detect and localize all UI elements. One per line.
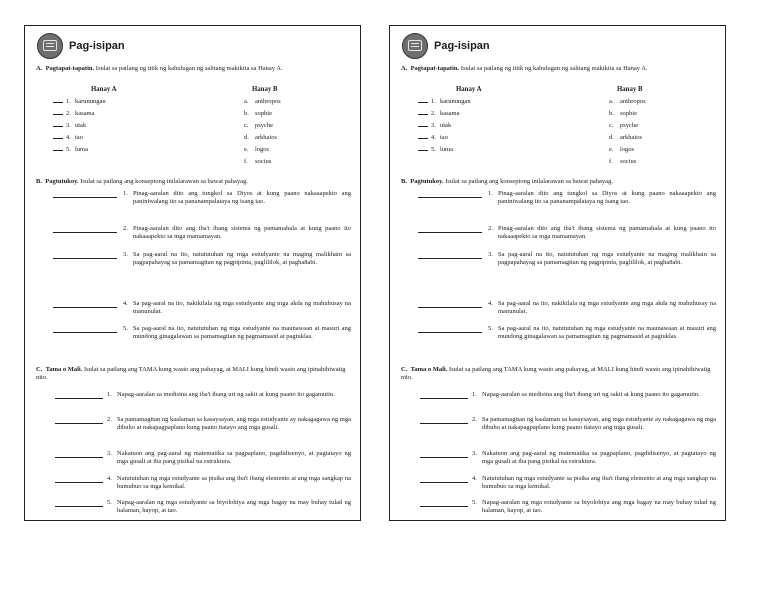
section-c-instruction — [401, 366, 719, 382]
section-b-text: Isulat sa patlang ang konseptong inilalarawan sa bawat pahayag. — [445, 178, 613, 185]
hanay-a-item: 2. kasama — [53, 110, 95, 118]
hanay-a-item: 3. utak — [418, 122, 451, 130]
section-c-label: C. — [401, 366, 408, 373]
question-number: 3. — [107, 450, 112, 457]
answer-line[interactable] — [420, 506, 468, 507]
hanay-a-item: 4. tao — [53, 134, 83, 142]
question-number: 5. — [488, 325, 493, 332]
question-number: 3. — [472, 450, 477, 457]
question-text: Natututuhan ng mga estudyante sa pisika ang iba't ibang elemento at ang mga sangkap na bumubuo sa mga kemikal. — [117, 475, 351, 490]
question-text: Natututuhan ng mga estudyante sa pisika ang iba't ibang elemento at ang mga sangkap na bumubuo sa mga kemikal. — [482, 475, 716, 490]
question-text: Pinag-aaralan dito ang tungkol sa Diyos at kung paano nakaaapekto ang paniniwalang ito sa pananampalataya ng isang tao. — [133, 190, 351, 205]
hanay-a-item: 5. luma — [418, 146, 453, 154]
section-a-instruction — [36, 65, 354, 73]
answer-line[interactable] — [420, 423, 468, 424]
answer-line[interactable] — [418, 307, 482, 308]
section-c-text: Isulat sa patlang ang TAMA kung wasto ang pahayag, at MALI kung hindi wasto ang ipinahihiwatig nito. — [36, 366, 346, 381]
hanay-b-item: f. socius — [244, 158, 272, 165]
question-text: Napag-aaralan ng mga estudyante sa biyolohiya ang mga bagay na may buhay tulad ng halaman, hayop, at tao. — [117, 499, 351, 514]
hanay-b-item: d. arkhaios — [609, 134, 643, 141]
question-number: 4. — [107, 475, 112, 482]
question-text: Sa pag-aaral na ito, natututuhan ng mga estudyante na maging malikhain sa pagpapahayag sa pamamagitan ng pagpipinta, paglililok, at pagha8abi. — [133, 251, 351, 266]
question-text: Napag-aaralan ng mga estudyante sa biyolohiya ang mga bagay na may buhay tulad ng halaman, hayop, at tao. — [482, 499, 716, 514]
hanay-b-item: d. arkhaios — [244, 134, 278, 141]
answer-line[interactable] — [53, 232, 117, 233]
answer-line[interactable] — [55, 506, 103, 507]
hanay-a-item: 3. utak — [53, 122, 86, 130]
section-b-label: B. — [36, 178, 42, 185]
answer-line[interactable] — [420, 457, 468, 458]
question-number: 1. — [107, 391, 112, 398]
section-c-instruction — [36, 366, 354, 382]
answer-blank[interactable] — [418, 150, 428, 151]
answer-line[interactable] — [53, 332, 117, 333]
section-a-instruction — [401, 65, 719, 73]
answer-blank[interactable] — [418, 102, 428, 103]
question-number: 2. — [488, 225, 493, 232]
question-number: 2. — [472, 416, 477, 423]
section-b-instruction — [36, 178, 354, 186]
question-text: Sa pag-aaral na ito, natututuhan ng mga estudyante na maunawaan at masuri ang mundong ginagalawan sa pamamagitan ng pagmamasid at pagtuklas. — [133, 325, 351, 340]
answer-line[interactable] — [53, 307, 117, 308]
section-a-heading: Pagtapat-tapatin. — [45, 65, 95, 72]
answer-line[interactable] — [418, 197, 482, 198]
hanay-b-item: e. logos — [244, 146, 270, 153]
answer-line[interactable] — [418, 258, 482, 259]
page-title: Pag-isipan — [69, 40, 125, 52]
question-number: 4. — [472, 475, 477, 482]
question-number: 1. — [472, 391, 477, 398]
hanay-b-header: Hanay B — [617, 86, 643, 93]
question-text: Sa pag-aaral na ito, nakikilala ng mga estudyante ang mga akda ng mahuhusay na manunulat. — [133, 300, 351, 315]
hanay-b-header: Hanay B — [252, 86, 278, 93]
hanay-a-header: Hanay A — [456, 86, 482, 93]
answer-line[interactable] — [53, 197, 117, 198]
hanay-a-item: 1. karunungan — [418, 98, 471, 106]
hanay-a-item: 4. tao — [418, 134, 448, 142]
answer-line[interactable] — [420, 482, 468, 483]
section-b-heading: Pagtutukoy. — [410, 178, 444, 185]
question-text: Nakatuon ang pag-aaral ng matematika sa pagpaplano, pagdidisenyo, at pagtatayo ng mga gusali at iba pang pisikal na estruktura. — [482, 450, 716, 465]
question-number: 2. — [123, 225, 128, 232]
book-stack-icon — [37, 33, 63, 59]
page-header — [402, 31, 490, 61]
answer-blank[interactable] — [53, 114, 63, 115]
question-text: Napag-aaralan sa medisina ang iba't ibang uri ng sakit at kung paano ito gagamutin. — [117, 391, 335, 398]
question-text: Sa pag-aaral na ito, nakikilala ng mga estudyante ang mga akda ng mahuhusay na manunulat. — [498, 300, 716, 315]
answer-line[interactable] — [55, 482, 103, 483]
page-title: Pag-isipan — [434, 40, 490, 52]
question-number: 3. — [123, 251, 128, 258]
answer-blank[interactable] — [418, 126, 428, 127]
answer-line[interactable] — [55, 398, 103, 399]
question-text: Sa pag-aaral na ito, natututuhan ng mga estudyante na maging malikhain sa pagpapahayag sa pamamagitan ng pagpipinta, paglililok, at pagha8abi. — [498, 251, 716, 266]
section-c-text: Isulat sa patlang ang TAMA kung wasto ang pahayag, at MALI kung hindi wasto ang ipinahihiwatig nito. — [401, 366, 711, 381]
answer-line[interactable] — [55, 423, 103, 424]
hanay-b-item: c. psyche — [609, 122, 639, 129]
section-a-text: Isulat sa patlang ng titik ng kahulugan ng salitang makikita sa Hanay A. — [460, 65, 648, 72]
section-c-heading: Tama o Mali. — [410, 366, 448, 373]
question-text: Sa pag-aaral na ito, natututuhan ng mga estudyante na maunawaan at masuri ang mundong ginagalawan sa pamamagitan ng pagmamasid at pagtuklas. — [498, 325, 716, 340]
section-b-instruction — [401, 178, 719, 186]
hanay-b-item: a. anthropos — [244, 98, 281, 105]
section-c-heading: Tama o Mali. — [45, 366, 83, 373]
hanay-a-item: 1. karunungan — [53, 98, 106, 106]
hanay-b-item: a. anthropos — [609, 98, 646, 105]
hanay-b-item: b. sophie — [244, 110, 272, 117]
hanay-b-item: c. psyche — [244, 122, 274, 129]
question-number: 3. — [488, 251, 493, 258]
section-a-text: Isulat sa patlang ng titik ng kahulugan ng salitang makikita sa Hanay A. — [95, 65, 283, 72]
worksheet-page-left — [24, 25, 361, 521]
question-text: Pinag-aaralan dito ang iba't ibang sistema ng pamamahala at kung paano ito nakaaapekto sa mga mamamayan. — [498, 225, 716, 240]
book-stack-icon — [402, 33, 428, 59]
question-number: 5. — [472, 499, 477, 506]
answer-line[interactable] — [53, 258, 117, 259]
hanay-b-item: f. socius — [609, 158, 637, 165]
answer-blank[interactable] — [53, 150, 63, 151]
question-text: Pinag-aaralan dito ang tungkol sa Diyos at kung paano nakaaapekto ang paniniwalang ito sa pananampalataya ng isang tao. — [498, 190, 716, 205]
question-number: 5. — [107, 499, 112, 506]
question-text: Sa pamamagitan ng kaalaman sa kasaysayan, ang mga estudyante ay nakagagawa ng mga dibuho at nakapagpaplano kung paano itatayo ang mga gusali. — [482, 416, 716, 431]
hanay-a-header: Hanay A — [91, 86, 117, 93]
section-a-heading: Pagtapat-tapatin. — [410, 65, 460, 72]
worksheet-page-right — [389, 25, 726, 521]
question-number: 4. — [123, 300, 128, 307]
hanay-a-item: 5. luma — [53, 146, 88, 154]
hanay-b-item: e. logos — [609, 146, 635, 153]
answer-line[interactable] — [418, 332, 482, 333]
question-number: 4. — [488, 300, 493, 307]
answer-line[interactable] — [55, 457, 103, 458]
section-b-text: Isulat sa patlang ang konseptong inilalarawan sa bawat pahayag. — [80, 178, 248, 185]
answer-blank[interactable] — [418, 114, 428, 115]
answer-blank[interactable] — [53, 138, 63, 139]
answer-blank[interactable] — [418, 138, 428, 139]
question-number: 1. — [488, 190, 493, 197]
hanay-a-item: 2. kasama — [418, 110, 460, 118]
question-text: Sa pamamagitan ng kaalaman sa kasaysayan, ang mga estudyante ay nakagagawa ng mga dibuho at nakapagpaplano kung paano itatayo ang mga gusali. — [117, 416, 351, 431]
hanay-b-item: b. sophie — [609, 110, 637, 117]
section-a-label: A. — [36, 65, 43, 72]
section-b-heading: Pagtutukoy. — [45, 178, 79, 185]
answer-blank[interactable] — [53, 126, 63, 127]
section-a-label: A. — [401, 65, 408, 72]
answer-line[interactable] — [418, 232, 482, 233]
question-text: Pinag-aaralan dito ang iba't ibang sistema ng pamamahala at kung paano ito nakaaapekto sa mga mamamayan. — [133, 225, 351, 240]
question-number: 2. — [107, 416, 112, 423]
section-c-label: C. — [36, 366, 43, 373]
page-header — [37, 31, 125, 61]
answer-blank[interactable] — [53, 102, 63, 103]
answer-line[interactable] — [420, 398, 468, 399]
question-text: Nakatuon ang pag-aaral ng matematika sa pagpaplano, pagdidisenyo, at pagtatayo ng mga gusali at iba pang pisikal na estruktura. — [117, 450, 351, 465]
question-number: 5. — [123, 325, 128, 332]
section-b-label: B. — [401, 178, 407, 185]
question-number: 1. — [123, 190, 128, 197]
question-text: Napag-aaralan sa medisina ang iba't ibang uri ng sakit at kung paano ito gagamutin. — [482, 391, 700, 398]
